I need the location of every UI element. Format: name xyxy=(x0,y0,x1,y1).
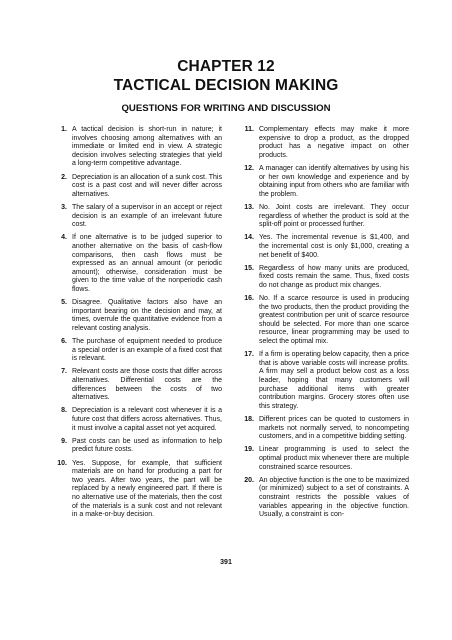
question-item xyxy=(239,477,409,520)
chapter-title: TACTICAL DECISION MAKING xyxy=(113,77,339,94)
question-number: 4. xyxy=(61,234,67,242)
page-number: 391 xyxy=(220,559,232,566)
question-number: 3. xyxy=(61,203,67,211)
question-item xyxy=(52,338,222,364)
question-text: Depreciation is an allocation of a sunk cost. This cost is a past cost and will never differ across alternatives. xyxy=(72,173,222,198)
question-number: 17. xyxy=(244,351,254,359)
question-text: An objective function is the one to be maximized (or minimized) subject to a set of constraints. A constraint restricts the possible values of variables appearing in the objective function. Usually, a constraint is con- xyxy=(259,476,409,519)
question-item xyxy=(239,204,409,230)
questions-column-left xyxy=(52,126,222,524)
question-item xyxy=(239,126,409,160)
question-text: The salary of a supervisor in an accept or reject decision is an example of an irrelevant future cost. xyxy=(72,203,222,229)
question-number: 20. xyxy=(244,476,254,484)
question-item xyxy=(52,174,222,200)
question-number: 11. xyxy=(244,126,254,133)
question-item xyxy=(239,165,409,199)
question-text: Relevant costs are those costs that differ across alternatives. Differential costs are the differences between the costs of two alternatives. xyxy=(72,368,222,402)
question-text: Linear programming is used to select the optimal product mix whenever there are multiple constrained scarce resources. xyxy=(259,446,409,471)
question-number: 5. xyxy=(61,299,67,307)
question-text: The purchase of equipment needed to produce a special order is an example of a fixed cost that is relevant. xyxy=(72,338,222,363)
question-number: 2. xyxy=(61,173,67,181)
question-text: Depreciation is a relevant cost whenever it is a future cost that differs across alternatives. Thus, it must involve a capital asset not yet acquired. xyxy=(72,407,222,432)
question-text: Yes. Suppose, for example, that sufficient materials are on hand for producing a part for two years. After two years, the part will be replaced by a newly engineered part. If there is no alternative use of the materials, then the cost of the materials is a sunk cost and not relevant in a make-or-buy decision. xyxy=(72,459,222,519)
question-number: 15. xyxy=(244,264,254,272)
question-text: A manager can identify alternatives by using his or her own knowledge and experience and by obtaining input from others who are familiar with the problem. xyxy=(259,164,409,198)
questions-column-right xyxy=(239,126,409,524)
question-item xyxy=(239,234,409,260)
question-text: Past costs can be used as information to help predict future costs. xyxy=(72,437,222,454)
question-text: If one alternative is to be judged superior to another alternative on the basis of cash-flow comparisons, then cash flows must be expressed as an annual amount (or periodic amount); otherwise, consideration must be given to the time value of the nonperiodic cash flows. xyxy=(72,234,222,293)
question-number: 8. xyxy=(61,407,67,415)
question-item xyxy=(239,351,409,411)
question-text: If a firm is operating below capacity, then a price that is above variable costs will increase profits. A firm may sell a product below cost as a loss leader, hoping that many customers will purchase additional items with greater contribution margins. Grocery stores often use this strategy. xyxy=(259,351,409,410)
question-item xyxy=(239,416,409,442)
question-number: 16. xyxy=(244,295,254,303)
question-item xyxy=(52,438,222,455)
question-item xyxy=(52,368,222,402)
question-item xyxy=(52,204,222,230)
question-item xyxy=(52,234,222,294)
question-text: Disagree. Qualitative factors also have an important bearing on the decision and may, at times, overrule the quantitative evidence from a relevant costing analysis. xyxy=(72,299,222,332)
question-item xyxy=(52,460,222,520)
question-number: 18. xyxy=(244,415,254,423)
question-text: Yes. The incremental revenue is $1,400, and the incremental cost is only $1,000, creating a net benefit of $400. xyxy=(259,234,409,259)
question-item xyxy=(52,126,222,169)
question-number: 7. xyxy=(61,368,67,376)
question-number: 1. xyxy=(61,126,67,133)
section-title: QUESTIONS FOR WRITING AND DISCUSSION xyxy=(121,103,331,114)
question-text: No. If a scarce resource is used in producing the two products, then the product providing the greatest contribution per unit of scarce resource should be selected. For more than one scarce resource, linear programming may be used to select the optimal mix. xyxy=(259,295,409,346)
question-number: 12. xyxy=(244,164,254,172)
question-text: A tactical decision is short-run in nature; it involves choosing among alternatives with an immediate or limited end in view. A strategic decision involves selecting strategies that yield a long-term competitive advantage. xyxy=(72,126,222,168)
question-item xyxy=(239,265,409,291)
question-number: 13. xyxy=(244,203,254,211)
question-number: 9. xyxy=(61,437,67,445)
question-text: No. Joint costs are irrelevant. They occur regardless of whether the product is sold at the split-off point or processed further. xyxy=(259,203,409,229)
question-number: 6. xyxy=(61,338,67,346)
question-number: 14. xyxy=(244,234,254,242)
question-number: 10. xyxy=(57,459,67,467)
question-number: 19. xyxy=(244,446,254,454)
chapter-number: CHAPTER 12 xyxy=(177,58,275,75)
question-text: Complementary effects may make it more expensive to drop a product, as the dropped product has a negative impact on other products. xyxy=(259,126,409,159)
question-item xyxy=(239,446,409,472)
question-text: Regardless of how many units are produced, fixed costs remain the same. Thus, fixed costs do not change as product mix changes. xyxy=(259,264,409,289)
chapter-heading xyxy=(0,57,452,95)
question-text: Different prices can be quoted to customers in markets not normally served, to noncompeting customers, and in a competitive bidding setting. xyxy=(259,415,409,441)
question-item xyxy=(239,295,409,346)
question-item xyxy=(52,299,222,333)
question-item xyxy=(52,407,222,433)
